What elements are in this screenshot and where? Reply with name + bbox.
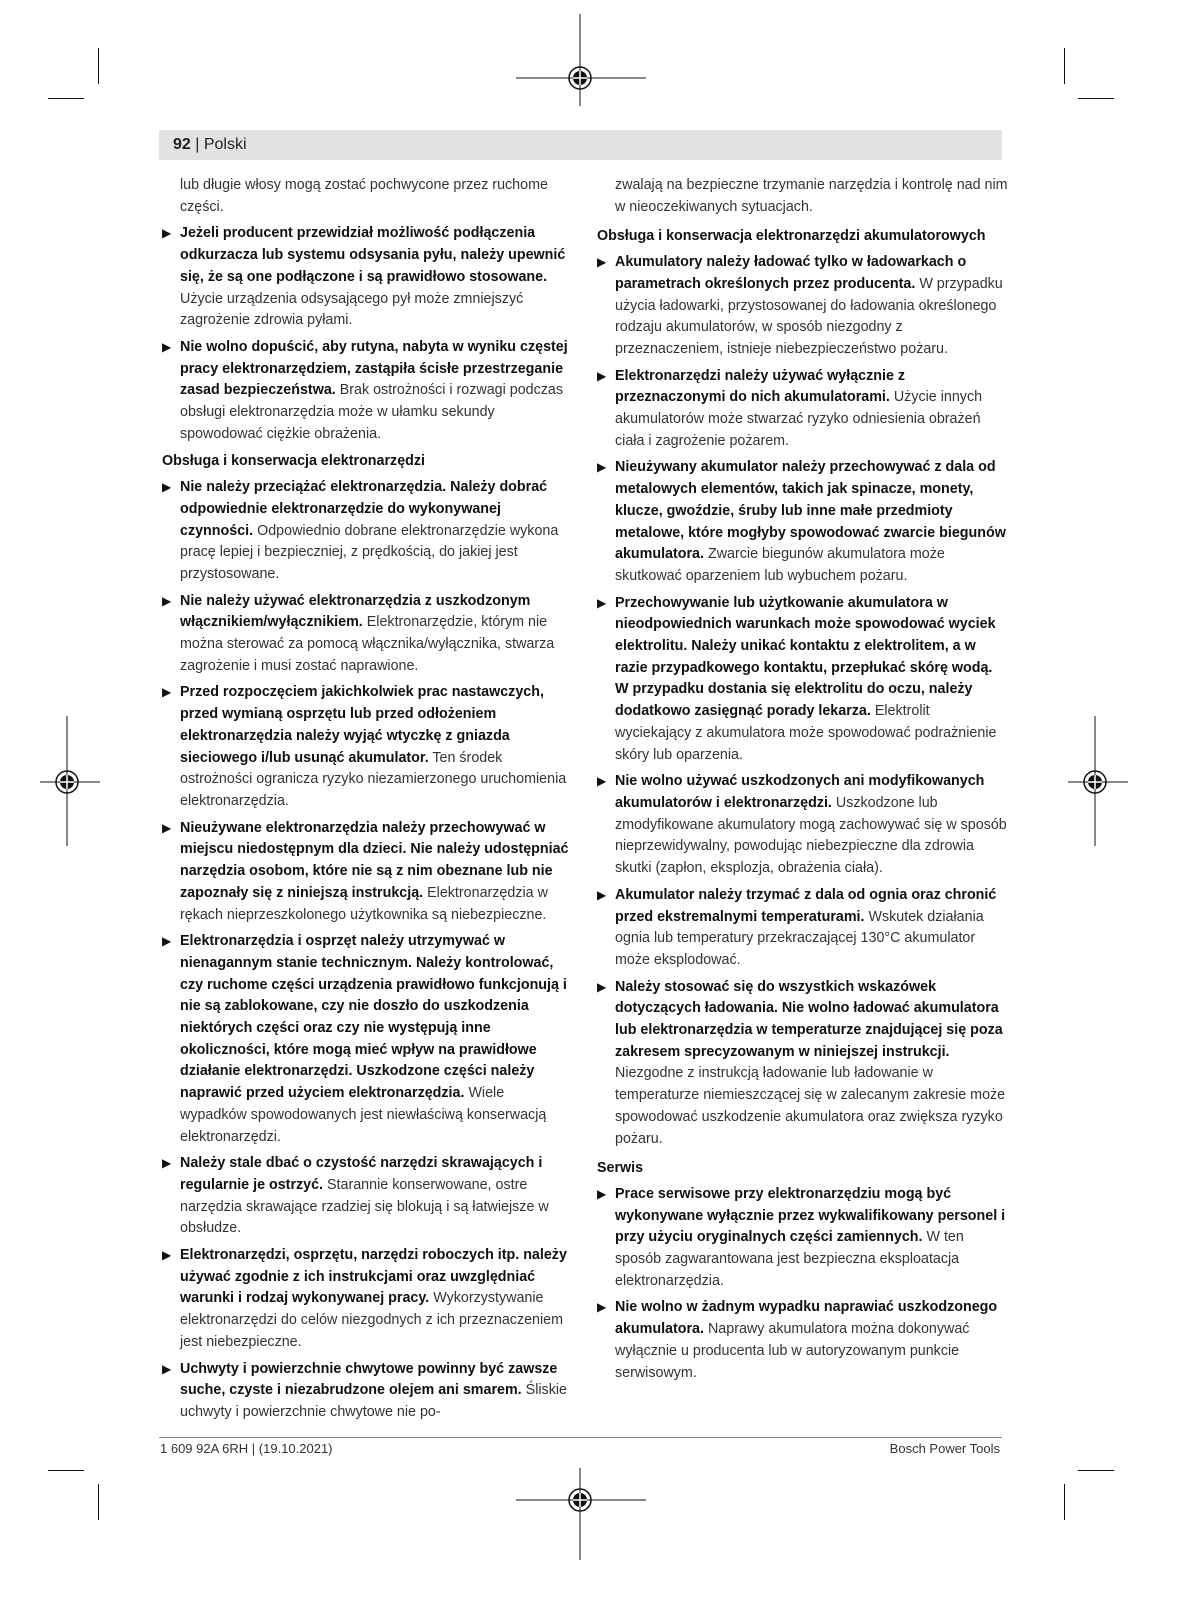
list-item: ▶ Nie wolno w żadnym wypadku naprawiać uszkodzonego akumulatora. Naprawy akumulatora można dokonywać wyłącznie u producenta lub w autoryzowanym punkcie serwisowym.: [597, 1299, 998, 1381]
list-item: ▶ Elektronarzędzia i osprzęt należy utrzymywać w nienagannym stanie technicznym. Należy kontrolować, czy ruchome części urządzenia prawidłowo funkcjonują i nie są zablokowane, czy nie doszło do uszkodzenia niektórych części oraz czy nie występują inne okoliczności, które mogą mieć wpływ na prawidłowe działanie elektronarzędzi. Uszkodzone części należy naprawić przed użyciem elektronarzędzia. Wiele wypadków spowodowanych jest niewłaściwą konserwacją elektronarzędzi.: [162, 933, 567, 1145]
footer-divider: [159, 1437, 1002, 1438]
registration-mark-left: [40, 716, 100, 846]
page-header-bar: [159, 130, 1002, 160]
left-items-a: [162, 223, 572, 445]
bullet-icon: ▶: [162, 1156, 172, 1171]
service-items: [597, 1184, 1009, 1384]
registration-mark-bottom: [516, 1468, 646, 1560]
bullet-icon: ▶: [162, 226, 172, 241]
list-item: ▶ Należy stosować się do wszystkich wskazówek dotyczących ładowania. Nie wolno ładować akumulatora lub elektronarzędzia w temperaturze znajdującej się poza zakresem sprecyzowanym w niniejszej instrukcji. Niezgodne z instrukcją ładowanie lub ładowanie w temperaturze niemieszczącej się w zalecanym zakresie może spowodować uszkodzenie akumulatora oraz zwiększa ryzyko pożaru.: [597, 978, 1006, 1147]
bullet-icon: ▶: [162, 1361, 172, 1376]
bullet-icon: ▶: [162, 480, 172, 495]
bullet-icon: ▶: [597, 1300, 607, 1315]
crop-mark: [48, 98, 84, 99]
list-item: ▶ Prace serwisowe przy elektronarzędziu mogą być wykonywane wyłącznie przez wykwalifikowany personel i przy użyciu oryginalnych części zamiennych. W ten sposób zagwarantowana jest bezpieczna eksploatacja elektronarzędzia.: [597, 1185, 1006, 1289]
crop-mark: [1078, 1470, 1114, 1471]
registration-mark-top: [516, 14, 646, 106]
list-item: ▶ Nie należy używać elektronarzędzia z uszkodzonym włącznikiem/wyłącznikiem. Elektronarzędzie, którym nie można sterować za pomocą włącznika/wyłącznika, stwarza zagrożenie i musi zostać naprawione.: [162, 592, 555, 674]
right-column: [597, 175, 1009, 1389]
bullet-icon: ▶: [162, 1248, 172, 1263]
list-item: ▶ Nieużywane elektronarzędzia należy przechowywać w miejscu niedostępnym dla dzieci. Nie należy udostępniać narzędzia osobom, które nie są z nim obeznane lub nie zapoznały się z niniejszą instrukcją. Elektronarzędzia w rękach nieprzeszkolonego użytkownika są niebezpieczne.: [162, 819, 569, 923]
section-title-maintenance: Obsługa i konserwacja elektronarzędzi: [162, 453, 425, 470]
footer-doc-code: 1 609 92A 6RH | (19.10.2021): [160, 1441, 333, 1456]
list-item: ▶ Nie wolno używać uszkodzonych ani modyfikowanych akumulatorów i elektronarzędzi. Uszkodzone lub zmodyfikowane akumulatory mogą zachowywać się w sposób nieprzewidywalny, powodując niebezpieczne dla zdrowia skutki (zapłon, eksplozja, obrażenia ciała).: [597, 773, 1007, 877]
crop-mark: [48, 1470, 84, 1471]
bullet-icon: ▶: [162, 820, 172, 835]
crop-mark: [1064, 48, 1065, 84]
list-item: ▶ Uchwyty i powierzchnie chwytowe powinny być zawsze suche, czyste i niezabrudzone olejem ani smarem. Śliskie uchwyty i powierzchnie chwytowe nie po-: [162, 1360, 567, 1420]
bullet-icon: ▶: [162, 593, 172, 608]
left-items-b: [162, 477, 572, 1424]
header-language: Polski: [203, 136, 247, 153]
crop-mark: [98, 48, 99, 84]
bullet-icon: ▶: [162, 685, 172, 700]
page-number: 92: [173, 136, 191, 153]
section-title-battery: Obsługa i konserwacja elektronarzędzi akumulatorowych: [597, 228, 986, 245]
page-header: [173, 136, 247, 154]
list-item: ▶ Akumulatory należy ładować tylko w ładowarkach o parametrach określonych przez producenta. W przypadku użycia ładowarki, przystosowanej do ładowania określonego rodzaju akumulatorów, w sposób niezgodny z przeznaczeniem, istnieje niebezpieczeństwo pożaru.: [597, 254, 1003, 357]
crop-mark: [1078, 98, 1114, 99]
bullet-icon: ▶: [597, 595, 607, 610]
crop-mark: [1064, 1484, 1065, 1520]
bullet-icon: ▶: [162, 934, 172, 949]
list-item: ▶ Akumulator należy trzymać z dala od ognia oraz chronić przed ekstremalnymi temperaturami. Wskutek działania ognia lub temperatury przekraczającej 130°C akumulator może eksplodować.: [597, 886, 997, 968]
header-separator: |: [195, 136, 204, 153]
bullet-icon: ▶: [597, 255, 607, 270]
bullet-icon: ▶: [597, 368, 607, 383]
list-item: ▶ Należy stale dbać o czystość narzędzi skrawających i regularnie je ostrzyć. Starannie konserwowane, ostre narzędzia skrawające rzadziej się blokują i są łatwiejsze w obsłudze.: [162, 1155, 549, 1237]
list-item: ▶ Elektronarzędzi należy używać wyłącznie z przeznaczonymi do nich akumulatorami. Użycie innych akumulatorów może stwarzać ryzyko odniesienia obrażeń ciała i zagrożenie pożarem.: [597, 367, 983, 449]
battery-items: [597, 252, 1009, 1150]
bullet-icon: ▶: [597, 460, 607, 475]
list-item: ▶ Nieużywany akumulator należy przechowywać z dala od metalowych elementów, takich jak spinacze, monety, klucze, gwoździe, śruby lub inne małe przedmioty metalowe, które mogłyby spowodować zwarcie biegunów akumulatora. Zwarcie biegunów akumulatora może skutkować oparzeniem lub wybuchem pożaru.: [597, 459, 1006, 584]
bullet-icon: ▶: [597, 887, 607, 902]
bullet-icon: ▶: [162, 339, 172, 354]
footer-brand: Bosch Power Tools: [889, 1441, 1000, 1456]
list-item: ▶ Elektronarzędzi, osprzętu, narzędzi roboczych itp. należy używać zgodnie z ich instrukcjami oraz uwzględniać warunki i rodzaj wykonywanej pracy. Wykorzystywanie elektronarzędzi do celów niezgodnych z ich przeznaczeniem jest niebezpieczne.: [162, 1247, 567, 1350]
left-intro-continuation: lub długie włosy mogą zostać pochwycone przez ruchome części.: [180, 177, 548, 215]
left-column: [162, 175, 572, 1429]
list-item: ▶ Nie należy przeciążać elektronarzędzia. Należy dobrać odpowiednie elektronarzędzie do wykonywanej czynności. Odpowiednio dobrane elektronarzędzie wykona pracę lepiej i bezpieczniej, z prędkością, do jakiej jest przystosowane.: [162, 479, 559, 582]
bullet-icon: ▶: [597, 979, 607, 994]
list-item: ▶ Przed rozpoczęciem jakichkolwiek prac nastawczych, przed wymianą osprzętu lub przed odłożeniem elektronarzędzia należy wyjąć wtyczkę z gniazda sieciowego i/lub usunąć akumulator. Ten środek ostrożności ogranicza ryzyko niezamierzonego uruchomienia elektronarzędzia.: [162, 684, 567, 809]
crop-mark: [98, 1484, 99, 1520]
list-item: ▶ Nie wolno dopuścić, aby rutyna, nabyta w wyniku częstej pracy elektronarzędziem, zastąpiła ścisłe przestrzeganie zasad bezpieczeństwa. Brak ostrożności i rozwagi podczas obsługi elektronarzędzia może w ułamku sekundy spowodować ciężkie obrażenia.: [162, 338, 568, 442]
list-item: ▶ Jeżeli producent przewidział możliwość podłączenia odkurzacza lub systemu odsysania pyłu, należy upewnić się, że są one podłączone i są prawidłowo stosowane. Użycie urządzenia odsysającego pył może zmniejszyć zagrożenie zdrowia pyłami.: [162, 225, 566, 329]
bullet-icon: ▶: [597, 1186, 607, 1201]
list-item: ▶ Przechowywanie lub użytkowanie akumulatora w nieodpowiednich warunkach może spowodować wyciek elektrolitu. Należy unikać kontaktu z elektrolitem, a w razie przypadkowego kontaktu, przepłukać skórę wodą. W przypadku dostania się elektrolitu do oczu, należy dodatkowo zasięgnąć porady lekarza. Elektrolit wyciekający z akumulatora może spowodować podrażnienie skóry lub oparzenia.: [597, 594, 997, 763]
section-title-service: Serwis: [597, 1160, 644, 1177]
right-intro-continuation: zwalają na bezpieczne trzymanie narzędzia i kontrolę nad nim w nieoczekiwanych sytuacjach.: [615, 177, 1008, 215]
bullet-icon: ▶: [597, 774, 607, 789]
registration-mark-right: [1068, 716, 1128, 846]
